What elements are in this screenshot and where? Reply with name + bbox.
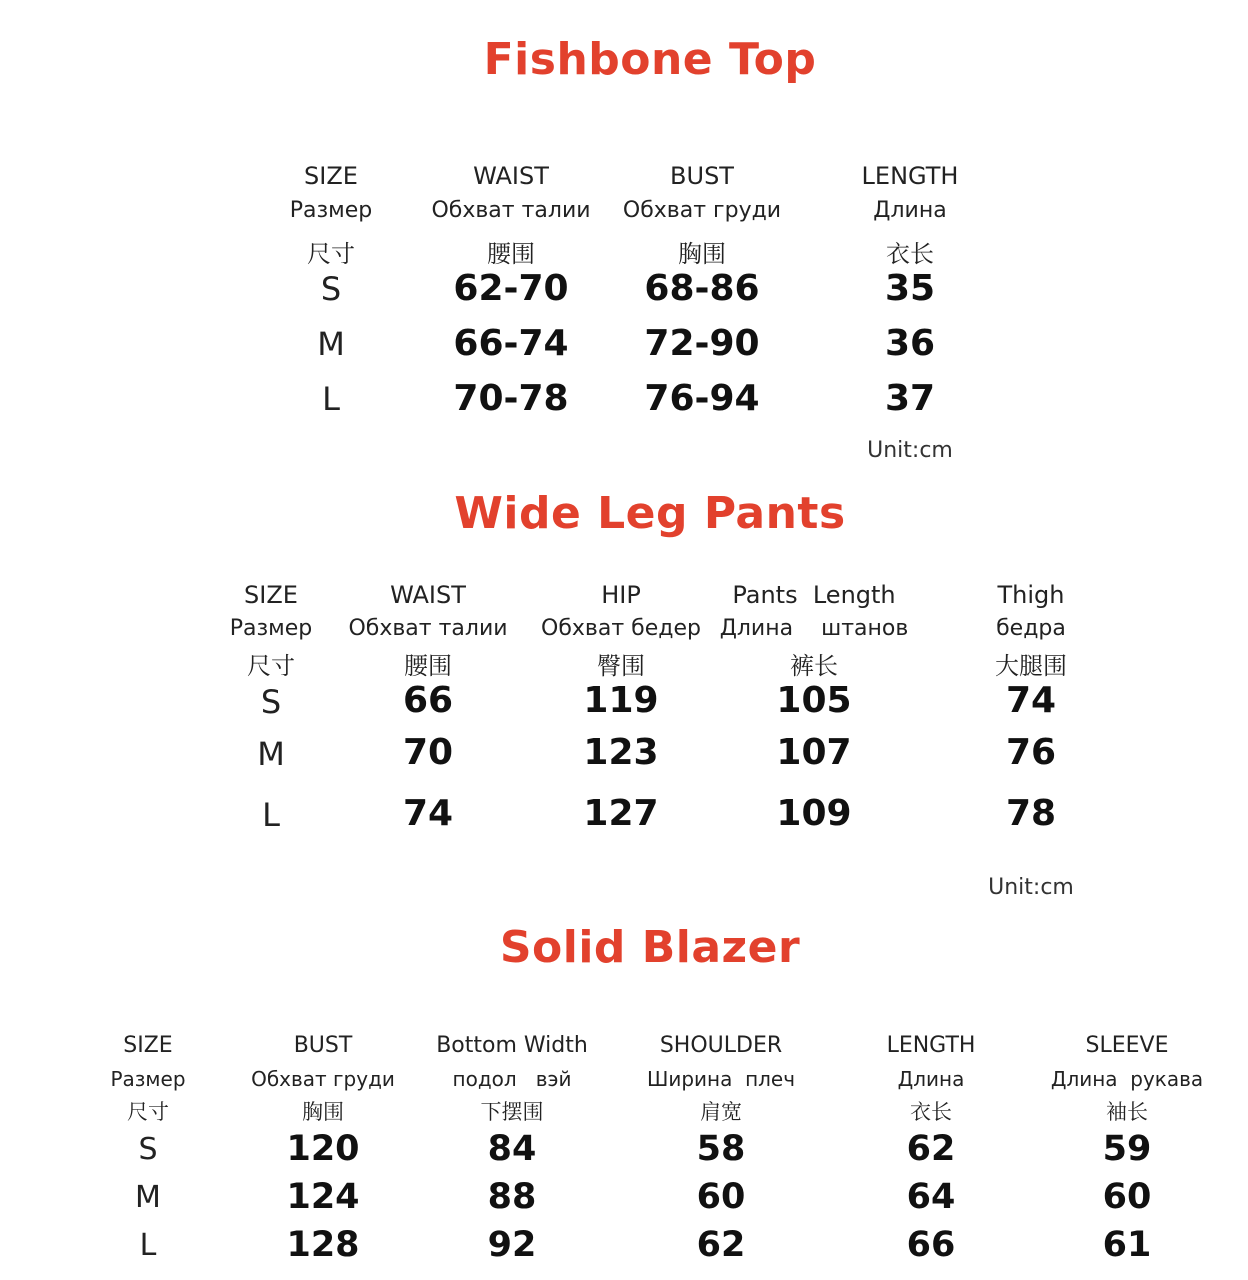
header-thigh-ru: бедра xyxy=(996,616,1066,641)
value-cell: 123 xyxy=(583,732,659,773)
value-cell: 76 xyxy=(1005,732,1057,773)
value-cell: 59 xyxy=(1102,1129,1152,1169)
header-shoulder-en: SHOULDER xyxy=(659,1033,783,1058)
header-size-zh: 尺寸 xyxy=(247,652,295,680)
header-length-ru: Длина xyxy=(897,1067,965,1091)
value-cell: 62 xyxy=(696,1225,746,1265)
value-cell: 124 xyxy=(286,1177,360,1217)
header-sleeve-ru: Длина рукава xyxy=(1050,1067,1204,1091)
header-bottom-width-en: Bottom Width xyxy=(436,1033,588,1058)
value-cell: 107 xyxy=(776,732,852,773)
size-cell: L xyxy=(139,1228,157,1263)
value-cell: 84 xyxy=(487,1129,537,1169)
header-length-zh: 衣长 xyxy=(886,240,934,268)
value-cell: 66-74 xyxy=(453,323,569,364)
header-size-en: SIZE xyxy=(244,581,298,609)
header-thigh-zh: 大腿围 xyxy=(995,652,1067,680)
value-cell: 72-90 xyxy=(644,323,760,364)
header-bust-ru: Обхват груди xyxy=(622,198,782,223)
value-cell: 64 xyxy=(906,1177,956,1217)
header-hip-zh: 臀围 xyxy=(597,652,645,680)
header-size-zh: 尺寸 xyxy=(307,240,355,268)
value-cell: 35 xyxy=(884,268,936,309)
size-cell: L xyxy=(322,380,340,418)
header-sleeve-en: SLEEVE xyxy=(1085,1033,1169,1058)
value-cell: 60 xyxy=(1102,1177,1152,1217)
header-length-ru: Длина xyxy=(873,198,947,223)
header-waist-zh: 腰围 xyxy=(404,652,452,680)
header-shoulder-ru: Ширина плеч xyxy=(646,1067,796,1091)
value-cell: 76-94 xyxy=(644,378,760,419)
value-cell: 92 xyxy=(487,1225,537,1265)
header-bust-en: BUST xyxy=(670,162,734,190)
header-pants-length-ru: Длина штанов xyxy=(719,616,909,641)
header-bust-en: BUST xyxy=(293,1033,353,1058)
value-cell: 70-78 xyxy=(453,378,569,419)
value-cell: 62 xyxy=(906,1129,956,1169)
header-waist-ru: Обхват талии xyxy=(431,198,591,223)
wide-leg-pants-title: Wide Leg Pants xyxy=(454,488,846,539)
header-size-en: SIZE xyxy=(123,1033,173,1058)
solid-blazer-title: Solid Blazer xyxy=(499,922,801,973)
header-sleeve-zh: 袖长 xyxy=(1106,1100,1148,1124)
header-waist-en: WAIST xyxy=(473,162,549,190)
header-waist-en: WAIST xyxy=(390,581,466,609)
header-pants-length-en: Pants Length xyxy=(732,581,896,609)
value-cell: 37 xyxy=(884,378,936,419)
value-cell: 70 xyxy=(402,732,454,773)
value-cell: 78 xyxy=(1005,793,1057,834)
header-bust-ru: Обхват груди xyxy=(251,1067,395,1091)
value-cell: 127 xyxy=(583,793,659,834)
value-cell: 58 xyxy=(696,1129,746,1169)
header-waist-ru: Обхват талии xyxy=(348,616,508,641)
header-pants-length-zh: 裤长 xyxy=(790,652,838,680)
size-cell: L xyxy=(262,796,280,834)
header-size-ru: Размер xyxy=(110,1067,186,1091)
value-cell: 120 xyxy=(286,1129,360,1169)
header-bust-zh: 胸围 xyxy=(302,1100,344,1124)
value-cell: 61 xyxy=(1102,1225,1152,1265)
header-length-en: LENGTH xyxy=(861,162,959,190)
value-cell: 68-86 xyxy=(644,268,760,309)
header-length-en: LENGTH xyxy=(886,1033,976,1058)
size-cell: S xyxy=(320,270,342,308)
size-cell: S xyxy=(260,683,282,721)
header-hip-en: HIP xyxy=(601,581,641,609)
header-size-en: SIZE xyxy=(304,162,358,190)
value-cell: 62-70 xyxy=(453,268,569,309)
size-cell: S xyxy=(138,1132,158,1167)
value-cell: 74 xyxy=(1005,680,1057,721)
value-cell: 60 xyxy=(696,1177,746,1217)
header-bottom-width-zh: 下摆围 xyxy=(480,1100,544,1124)
header-bottom-width-ru: подол вэй xyxy=(452,1067,572,1091)
unit-label: Unit:cm xyxy=(867,438,953,463)
value-cell: 66 xyxy=(906,1225,956,1265)
header-bust-zh: 胸围 xyxy=(678,240,726,268)
unit-label: Unit:cm xyxy=(988,875,1074,900)
value-cell: 66 xyxy=(402,680,454,721)
value-cell: 36 xyxy=(884,323,936,364)
value-cell: 109 xyxy=(776,793,852,834)
header-waist-zh: 腰围 xyxy=(487,240,535,268)
size-cell: M xyxy=(257,735,285,773)
header-size-ru: Размер xyxy=(229,616,313,641)
value-cell: 105 xyxy=(776,680,852,721)
header-shoulder-zh: 肩宽 xyxy=(700,1100,742,1124)
value-cell: 119 xyxy=(583,680,659,721)
header-thigh-en: Thigh xyxy=(997,581,1065,609)
value-cell: 128 xyxy=(286,1225,360,1265)
header-hip-ru: Обхват бедер xyxy=(541,616,701,641)
value-cell: 88 xyxy=(487,1177,537,1217)
header-length-zh: 衣长 xyxy=(910,1100,952,1124)
size-cell: M xyxy=(135,1180,161,1215)
value-cell: 74 xyxy=(402,793,454,834)
header-size-ru: Размер xyxy=(289,198,373,223)
header-size-zh: 尺寸 xyxy=(127,1100,169,1124)
fishbone-top-title: Fishbone Top xyxy=(483,34,817,85)
size-cell: M xyxy=(317,325,345,363)
